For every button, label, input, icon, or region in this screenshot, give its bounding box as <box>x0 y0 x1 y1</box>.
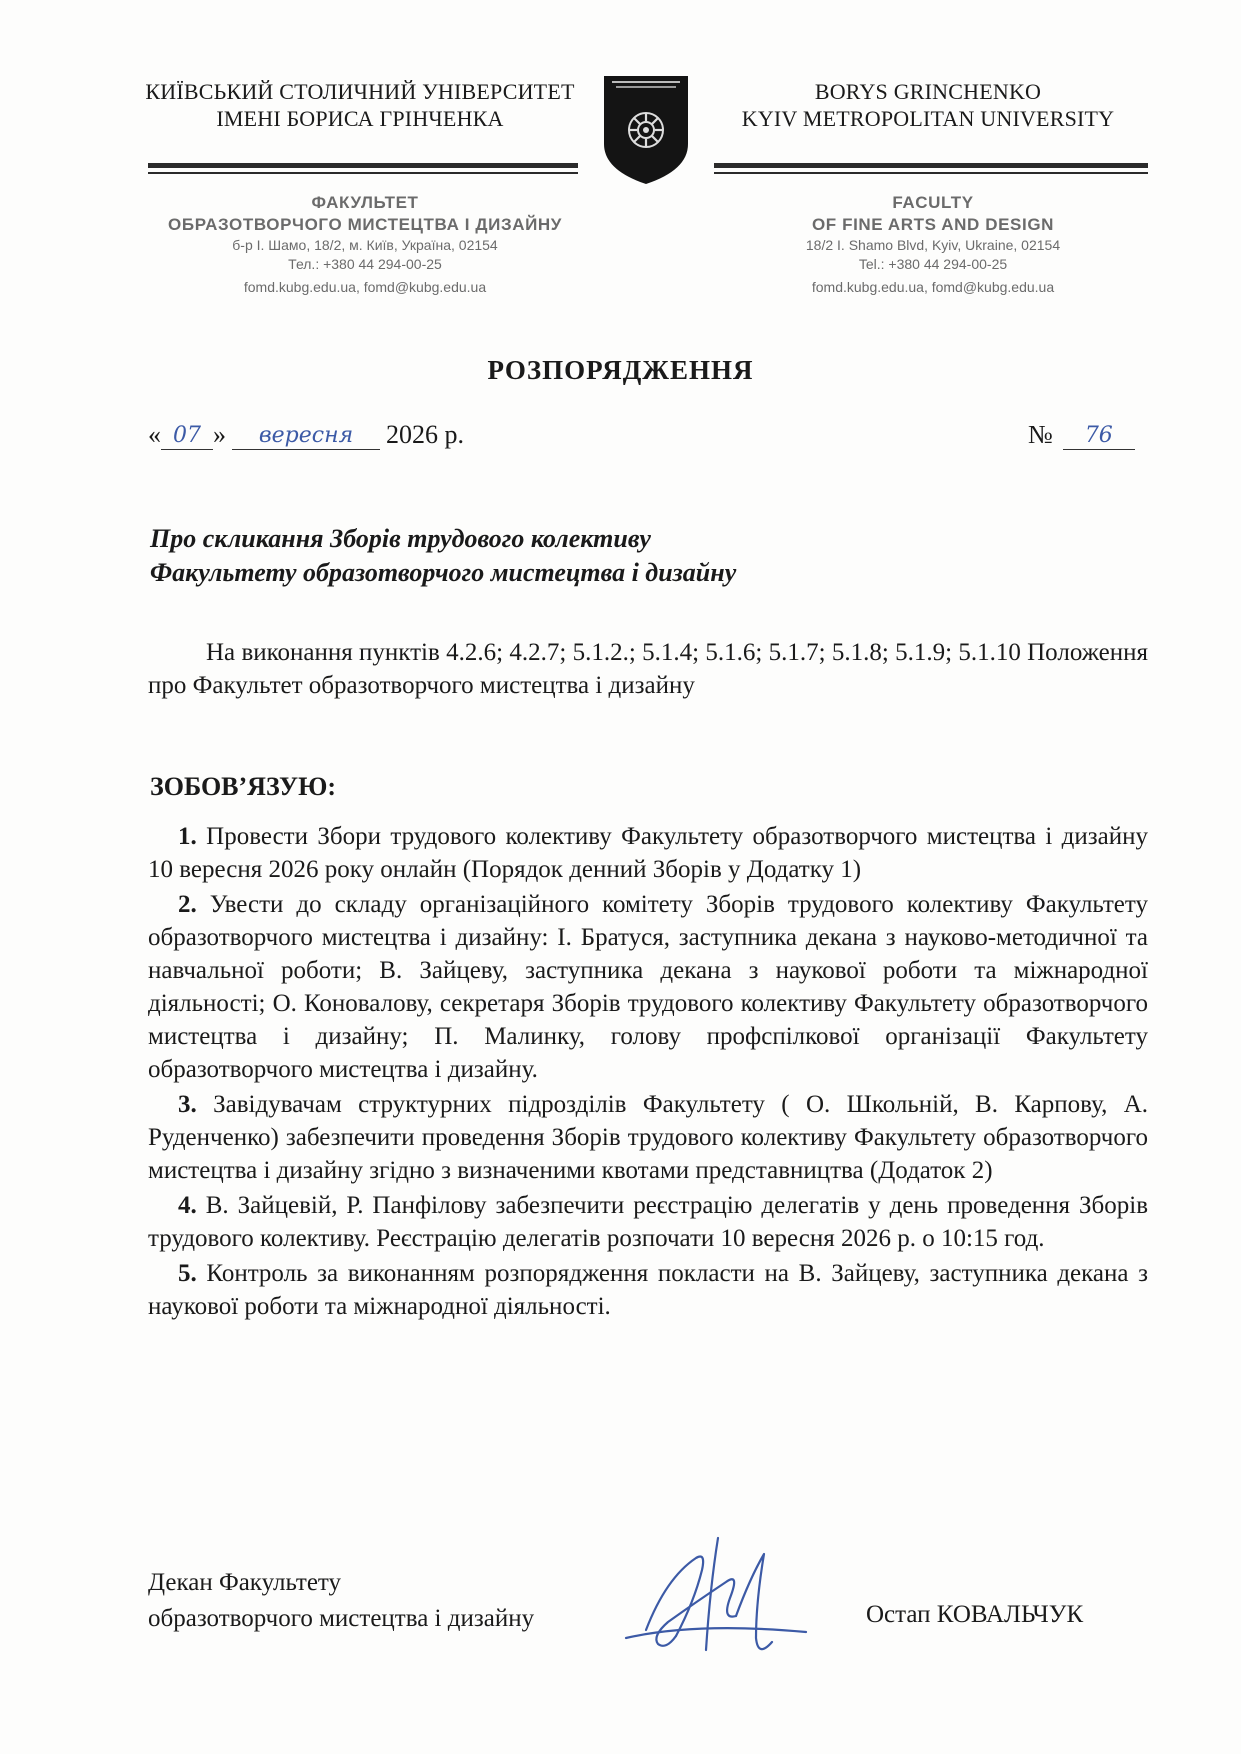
handwritten-signature <box>606 1518 836 1668</box>
date-year: 2026 р. <box>386 420 464 449</box>
header-rule-left <box>148 163 578 174</box>
order-item-4: 4. В. Зайцевій, Р. Панфілову забезпечити реєстрацію делегатів у день проведення Зборів трудового колективу. Реєстрацію делегатів розпочати 10 вересня 2026 р. о 10:15 год. <box>148 1192 1149 1252</box>
intro-paragraph: На виконання пунктів 4.2.6; 4.2.7; 5.1.2.; 5.1.4; 5.1.6; 5.1.7; 5.1.8; 5.1.9; 5.1.10 Положення про Факультет образотворчого мистецтва і дизайну <box>148 639 1148 699</box>
faculty-block-ua: ФАКУЛЬТЕТ ОБРАЗОТВОРЧОГО МИСТЕЦТВА І ДИЗАЙНУ б-р І. Шамо, 18/2, м. Київ, Україна, 02154 Тел.: +380 44 294-00-25 fomd.kubg.edu.ua, fomd@kubg.edu.ua <box>168 193 562 295</box>
header-rule-right <box>714 163 1148 174</box>
document-subject: Про скликання Зборів трудового колективу Факультету образотворчого мистецтва і дизайну <box>150 524 737 587</box>
document-date: « 07 » вересня 2026 р. <box>148 420 464 449</box>
oblige-heading: ЗОБОВ’ЯЗУЮ: <box>150 772 337 801</box>
university-name-ua: КИЇВСЬКИЙ СТОЛИЧНИЙ УНІВЕРСИТЕТ ІМЕНІ БОРИСА ГРІНЧЕНКА <box>145 79 575 131</box>
number-handwritten: 76 <box>1063 423 1135 450</box>
date-day-handwritten: 07 <box>161 423 213 450</box>
document-number: № 76 <box>1028 420 1135 450</box>
signatory-name: Остап КОВАЛЬЧУК <box>866 1601 1084 1628</box>
order-item-5: 5. Контроль за виконанням розпорядження покласти на В. Зайцеву, заступника декана з наукової роботи та міжнародної діяльності. <box>148 1260 1148 1320</box>
order-item-1: 1. Провести Збори трудового колективу Факультету образотворчого мистецтва і дизайну 10 вересня 2026 року онлайн (Порядок денний Зборів у Додатку 1) <box>148 823 1149 883</box>
order-item-2: 2. Увести до складу організаційного комітету Зборів трудового колективу Факультету образотворчого мистецтва і дизайну: І. Братуся, заступника декана з науково-методичної та навчальної роботи; В. Зайцеву, заступника декана з наукової роботи та міжнародної діяльності; О. Коновалову, секретаря Зборів трудового колективу Факультету образотворчого мистецтва і дизайну; П. Малинку, голову профспілкової організації Факультету образотворчого мистецтва і дизайну. <box>148 891 1148 1083</box>
order-items <box>148 820 1148 1325</box>
date-month-handwritten: вересня <box>232 423 380 450</box>
document-title: РОЗПОРЯДЖЕННЯ <box>487 355 754 385</box>
signatory-position: Декан Факультету образотворчого мистецтва і дизайну <box>148 1569 535 1632</box>
university-crest-icon <box>600 74 692 186</box>
faculty-block-en: FACULTY OF FINE ARTS AND DESIGN 18/2 I. Shamo Blvd, Kyiv, Ukraine, 02154 Tel.: +380 44 294-00-25 fomd.kubg.edu.ua, fomd@kubg.edu.ua <box>805 193 1061 295</box>
order-item-3: 3. Завідувачам структурних підрозділів Факультету ( О. Школьній, В. Карпову, А. Руденченко) забезпечити проведення Зборів трудового колективу Факультету образотворчого мистецтва і дизайну згідно з визначеними квотами представництва (Додаток 2) <box>148 1091 1149 1184</box>
university-name-en: BORYS GRINCHENKO KYIV METROPOLITAN UNIVERSITY <box>741 79 1115 131</box>
